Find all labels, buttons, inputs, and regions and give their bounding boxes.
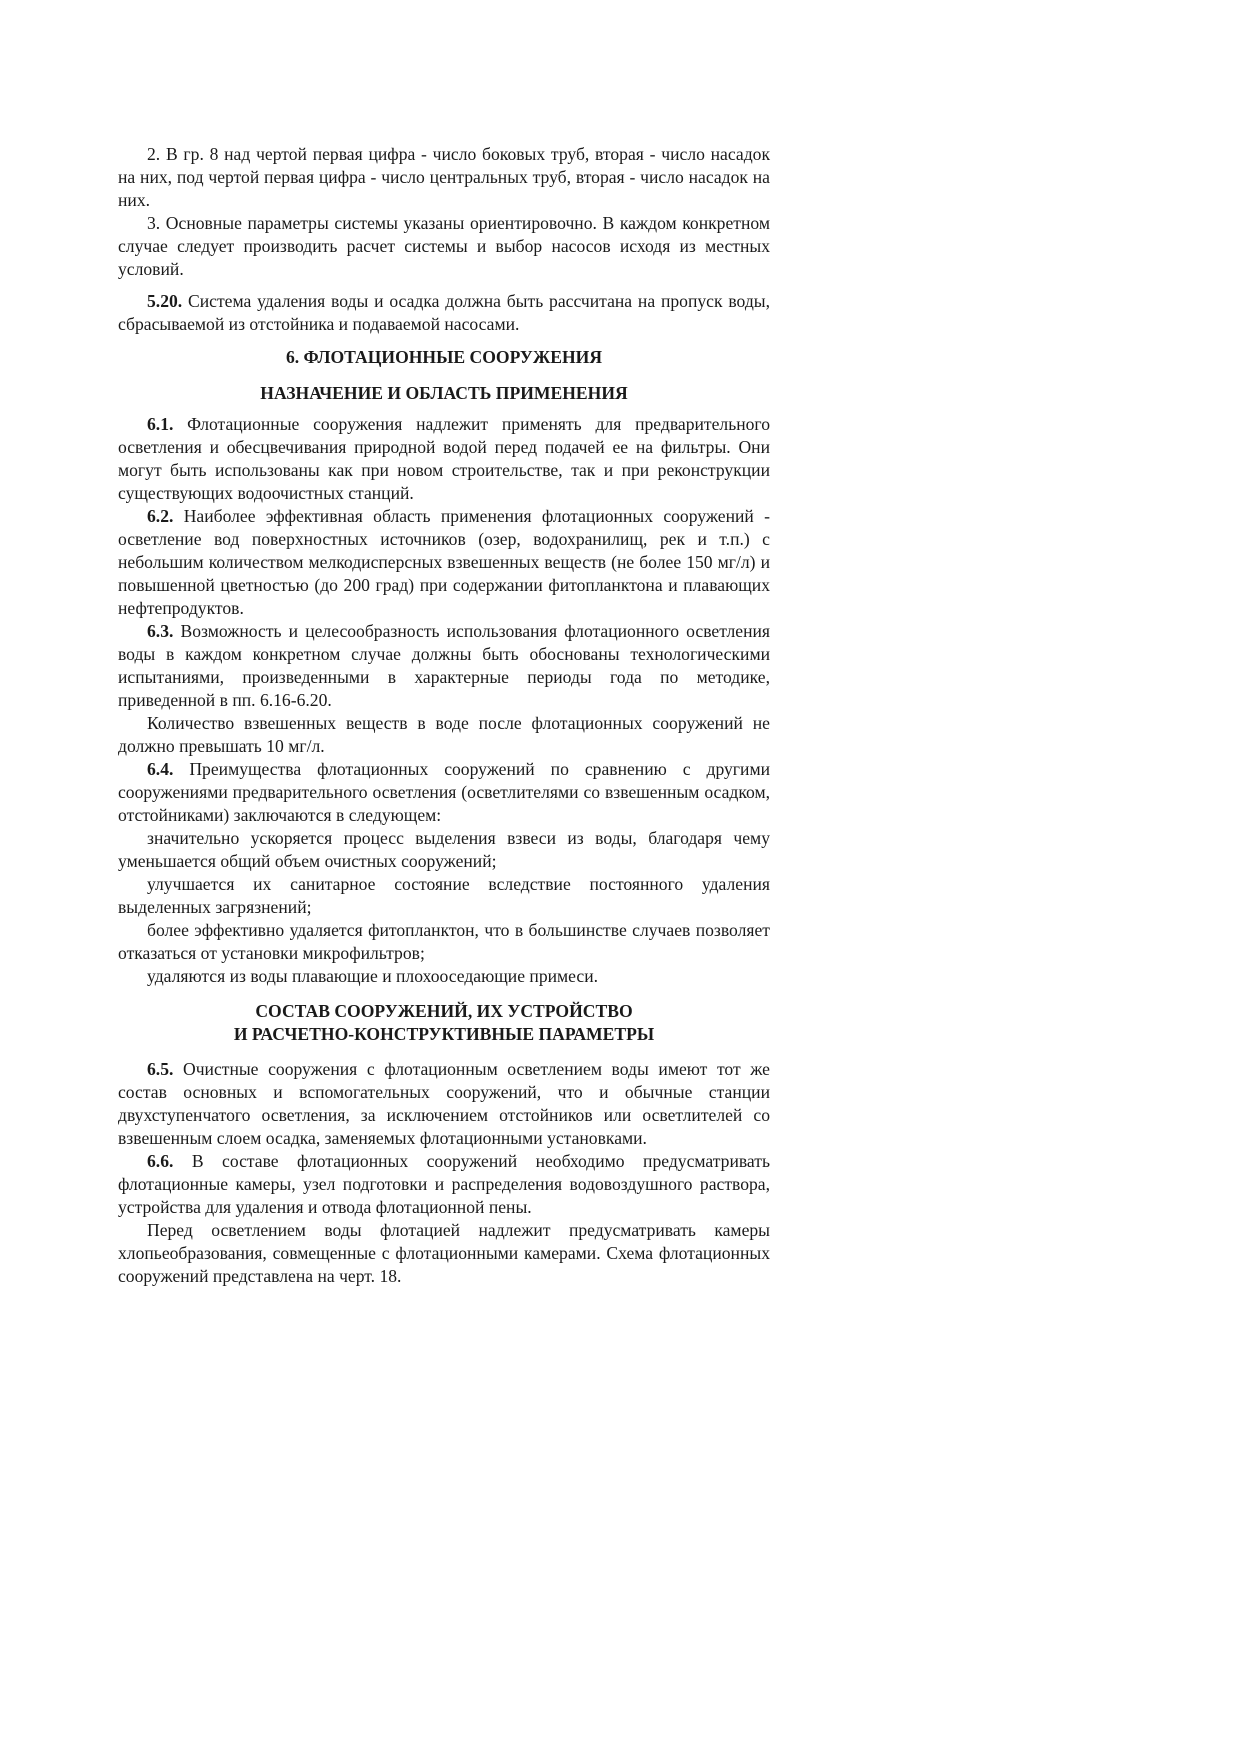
paragraph-6-1 <box>118 413 770 505</box>
note-3: 3. Основные параметры системы указаны ориентировочно. В каждом конкретном случае следует производить расчет системы и выбор насосов исходя из местных условий. <box>118 213 770 279</box>
paragraph-6-4 <box>118 758 770 827</box>
paragraph-number: 6.1. <box>147 414 174 434</box>
section-title: 6. ФЛОТАЦИОННЫЕ СООРУЖЕНИЯ <box>285 347 603 367</box>
paragraph-number: 6.4. <box>147 759 174 779</box>
paragraph-6-3 <box>118 620 770 712</box>
paragraph-6-3-continued: Количество взвешенных веществ в воде после флотационных сооружений не должно превышать 10 мг/л. <box>118 713 770 756</box>
paragraph-5-20 <box>118 290 770 336</box>
paragraph-text: Возможность и целесообразность использования флотационного осветления воды в каждом конкретном случае должны быть обоснованы технологическими испытаниями, произведенными в характерные периоды года по методике, приведенной в пп. 6.16-6.20. <box>118 621 770 710</box>
subsection-title-purpose: НАЗНАЧЕНИЕ И ОБЛАСТЬ ПРИМЕНЕНИЯ <box>260 383 628 403</box>
paragraph-number: 5.20. <box>147 291 183 311</box>
paragraph-text: В составе флотационных сооружений необходимо предусматривать флотационные камеры, узел подготовки и распределения водовоздушного раствора, устройства для удаления и отвода флотационной пены. <box>118 1151 770 1217</box>
paragraph-number: 6.6. <box>147 1151 174 1171</box>
list-item: значительно ускоряется процесс выделения взвеси из воды, благодаря чему уменьшается общий объем очистных сооружений; <box>118 828 770 871</box>
paragraph-6-2 <box>118 505 770 620</box>
subsection-title-composition <box>118 1000 770 1046</box>
paragraph-number: 6.5. <box>147 1059 174 1079</box>
paragraph-6-6 <box>118 1150 770 1219</box>
paragraph-text: Очистные сооружения с флотационным осветлением воды имеют тот же состав основных и вспомогательных сооружений, что и обычные станции двухступенчатого осветления, за исключением отстойников или осветлителей со взвешенным слоем осадка, заменяемых флотационными установками. <box>118 1059 770 1148</box>
list-item: более эффективно удаляется фитопланктон, что в большинстве случаев позволяет отказаться от установки микрофильтров; <box>118 920 770 963</box>
list-item: удаляются из воды плавающие и плохооседающие примеси. <box>147 966 599 986</box>
paragraph-6-6-continued: Перед осветлением воды флотацией надлежит предусматривать камеры хлопьеобразования, совмещенные с флотационными камерами. Схема флотационных сооружений представлена на черт. 18. <box>118 1220 770 1286</box>
paragraph-text: Флотационные сооружения надлежит применять для предварительного осветления и обесцвечивания природной водой перед подачей ее на фильтры. Они могут быть использованы как при новом строительстве, так и при реконструкции существующих водоочистных станций. <box>118 414 770 503</box>
paragraph-6-5 <box>118 1058 770 1150</box>
paragraph-text: Преимущества флотационных сооружений по сравнению с другими сооружениями предварительного осветления (осветлителями со взвешенным осадком, отстойниками) заключаются в следующем: <box>118 759 770 825</box>
paragraph-number: 6.3. <box>147 621 174 641</box>
list-item: улучшается их санитарное состояние вследствие постоянного удаления выделенных загрязнений; <box>118 874 770 917</box>
subsection-title-line-2: И РАСЧЕТНО-КОНСТРУКТИВНЫЕ ПАРАМЕТРЫ <box>233 1024 655 1044</box>
paragraph-text: Система удаления воды и осадка должна быть рассчитана на пропуск воды, сбрасываемой из отстойника и подаваемой насосами. <box>118 291 770 334</box>
paragraph-text: Наиболее эффективная область применения флотационных сооружений - осветление вод поверхностных источников (озер, водохранилищ, рек и т.п.) с небольшим количеством мелкодисперсных взвешенных веществ (не более 150 мг/л) и повышенной цветностью (до 200 град) при содержании фитопланктона и плавающих нефтепродуктов. <box>118 506 770 618</box>
subsection-title-line-1: СОСТАВ СООРУЖЕНИЙ, ИХ УСТРОЙСТВО <box>255 1001 633 1021</box>
note-2: 2. В гр. 8 над чертой первая цифра - число боковых труб, вторая - число насадок на них, под чертой первая цифра - число центральных труб, вторая - число насадок на них. <box>118 144 770 210</box>
paragraph-number: 6.2. <box>147 506 174 526</box>
document-page <box>118 143 770 1288</box>
